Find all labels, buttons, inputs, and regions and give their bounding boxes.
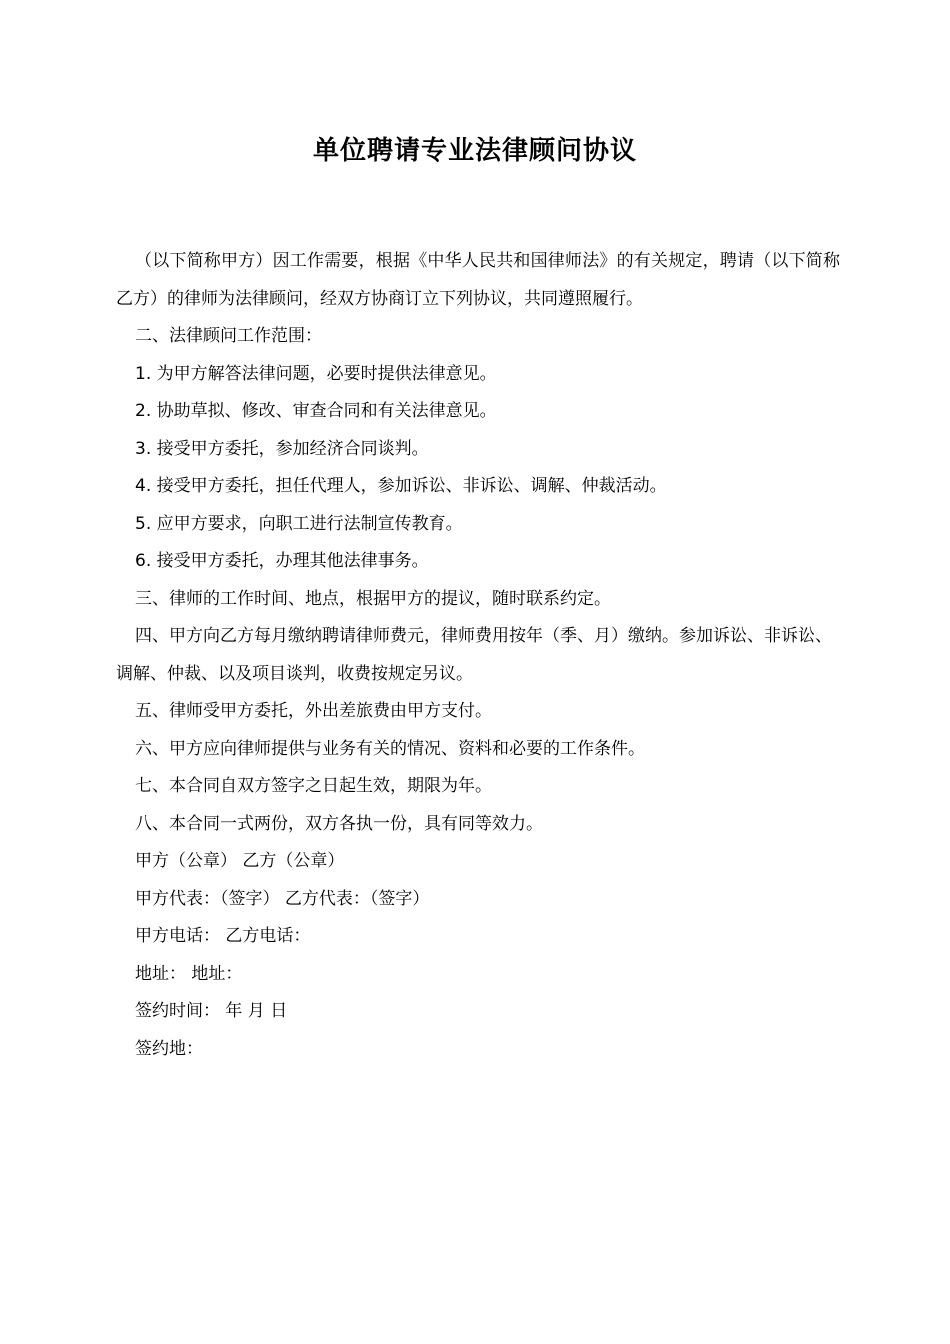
signing-place-line: 签约地： xyxy=(135,1038,203,1059)
clause-seven: 七、本合同自双方签字之日起生效，期限为年。 xyxy=(135,776,492,796)
scope-item-3: 3. 接受甲方委托，参加经济合同谈判。 xyxy=(135,438,429,459)
scope-item-6: 6. 接受甲方委托，办理其他法律事务。 xyxy=(135,551,429,571)
clause-eight: 八、本合同一式两份，双方各执一份，具有同等效力。 xyxy=(135,813,543,834)
document-title: 单位聘请专业法律顾问协议 xyxy=(312,136,637,166)
scope-item-4: 4. 接受甲方委托，担任代理人，参加诉讼、非诉讼、调解、仲裁活动。 xyxy=(135,476,667,496)
clause-six: 六、甲方应向律师提供与业务有关的情况、资料和必要的工作条件。 xyxy=(135,738,645,759)
scope-item-5: 5. 应甲方要求，向职工进行法制宣传教育。 xyxy=(135,513,463,534)
scope-item-1: 1. 为甲方解答法律问题，必要时提供法律意见。 xyxy=(135,363,497,384)
clause-five: 五、律师受甲方委托，外出差旅费由甲方支付。 xyxy=(135,701,492,721)
document-body xyxy=(116,243,840,1068)
seal-line: 甲方（公章） 乙方（公章） xyxy=(135,851,345,871)
scope-item-2: 2. 协助草拟、修改、审查合同和有关法律意见。 xyxy=(135,401,497,421)
clause-four: 四、甲方向乙方每月缴纳聘请律师费元，律师费用按年（季、月）缴纳。参加诉讼、非诉讼、调解、仲裁、以及项目谈判，收费按规定另议。 xyxy=(116,626,832,684)
clause-three: 三、律师的工作时间、地点，根据甲方的提议，随时联系约定。 xyxy=(135,588,611,609)
representative-line: 甲方代表：（签字） 乙方代表：（签字） xyxy=(135,888,430,909)
phone-line: 甲方电话： 乙方电话： xyxy=(135,926,311,946)
signing-date-line: 签约时间： 年 月 日 xyxy=(135,1001,288,1021)
intro-paragraph: （以下简称甲方）因工作需要，根据《中华人民共和国律师法》的有关规定，聘请（以下简称乙方）的律师为法律顾问，经双方协商订立下列协议，共同遵照履行。 xyxy=(116,251,840,309)
section-two-heading: 二、法律顾问工作范围： xyxy=(135,326,322,346)
address-line: 地址： 地址： xyxy=(135,963,243,984)
